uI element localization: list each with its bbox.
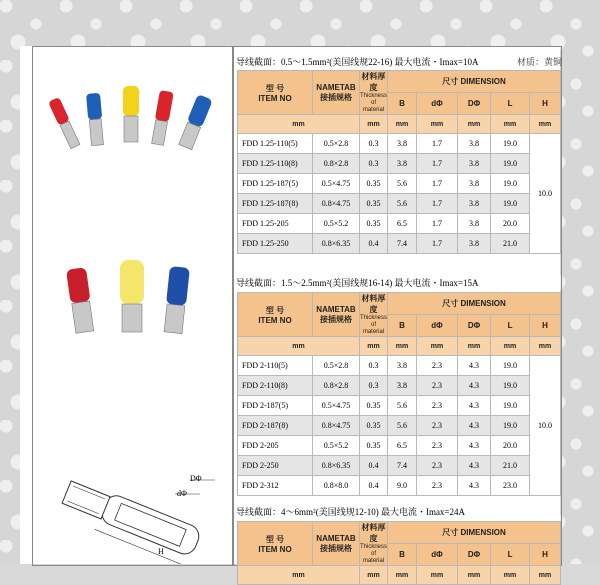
nametab-cell: 0.5×5.2 — [313, 436, 360, 456]
D-cell: 4.3 — [458, 376, 491, 396]
d-cell: 2.3 — [417, 476, 458, 496]
unit-cell: mm — [238, 566, 360, 585]
d-cell: 2.3 — [417, 356, 458, 376]
b-cell: 5.6 — [388, 396, 417, 416]
item-no-cell: FDD 2-312 — [238, 476, 313, 496]
header-col-D: DΦ — [458, 544, 491, 566]
column-divider — [232, 46, 234, 566]
header-item: 型 号 ITEM NO — [238, 522, 313, 566]
item-no-cell: FDD 2-205 — [238, 436, 313, 456]
table-row — [238, 376, 561, 396]
nametab-cell: 0.5×5.2 — [313, 214, 360, 234]
header-item: 型 号 ITEM NO — [238, 293, 313, 337]
D-cell: 3.8 — [458, 234, 491, 254]
thickness-cell: 0.3 — [360, 154, 388, 174]
terminals-photo-top — [38, 80, 228, 160]
d-cell: 1.7 — [417, 234, 458, 254]
table-row — [238, 436, 561, 456]
unit-cell: mm — [530, 115, 561, 134]
l-cell: 20.0 — [491, 214, 530, 234]
b-cell: 6.5 — [388, 436, 417, 456]
table-row — [238, 396, 561, 416]
blue-terminal-icon-2 — [178, 94, 213, 150]
red-terminal-icon-2 — [151, 90, 174, 146]
D-cell: 3.8 — [458, 134, 491, 154]
spec-table-3 — [237, 521, 561, 585]
b-cell: 3.8 — [388, 154, 417, 174]
section-title-3: 导线截面：4～6mm²(美国线规12-10) 最大电流・Imax=24A — [236, 507, 466, 517]
d-cell: 1.7 — [417, 154, 458, 174]
thickness-cell: 0.35 — [360, 396, 388, 416]
nametab-cell: 0.8×2.8 — [313, 154, 360, 174]
thickness-cell: 0.4 — [360, 456, 388, 476]
D-cell: 3.8 — [458, 194, 491, 214]
nametab-cell: 0.5×4.75 — [313, 396, 360, 416]
thickness-cell: 0.4 — [360, 476, 388, 496]
thickness-cell: 0.35 — [360, 436, 388, 456]
D-cell: 4.3 — [458, 476, 491, 496]
item-no-cell: FDD 2-187(5) — [238, 396, 313, 416]
unit-cell: mm — [388, 337, 417, 356]
l-cell: 19.0 — [491, 194, 530, 214]
thickness-cell: 0.35 — [360, 174, 388, 194]
thickness-cell: 0.35 — [360, 214, 388, 234]
b-cell: 5.6 — [388, 174, 417, 194]
l-cell: 19.0 — [491, 416, 530, 436]
header-col-b: B — [388, 93, 417, 115]
thickness-cell: 0.3 — [360, 376, 388, 396]
item-no-cell: FDD 1.25-110(5) — [238, 134, 313, 154]
nametab-cell: 0.8×4.75 — [313, 416, 360, 436]
D-cell: 4.3 — [458, 356, 491, 376]
table-row — [238, 174, 561, 194]
header-col-l: L — [491, 315, 530, 337]
nametab-cell: 0.8×6.35 — [313, 234, 360, 254]
unit-cell: mm — [388, 115, 417, 134]
b-cell: 3.8 — [388, 376, 417, 396]
header-col-d: dΦ — [417, 315, 458, 337]
header-col-b: B — [388, 544, 417, 566]
header-nametab: NAMETAB 接插规格 — [313, 293, 360, 337]
header-col-d: dΦ — [417, 544, 458, 566]
thickness-cell: 0.3 — [360, 134, 388, 154]
nametab-cell: 0.5×4.75 — [313, 174, 360, 194]
item-no-cell: FDD 2-110(5) — [238, 356, 313, 376]
terminals-photo-middle — [58, 258, 228, 338]
d-cell: 2.3 — [417, 456, 458, 476]
l-cell: 21.0 — [491, 234, 530, 254]
thickness-cell: 0.4 — [360, 234, 388, 254]
header-col-h: H — [530, 93, 561, 115]
d-cell: 1.7 — [417, 214, 458, 234]
unit-cell: mm — [491, 337, 530, 356]
table-row — [238, 214, 561, 234]
item-no-cell: FDD 1.25-205 — [238, 214, 313, 234]
nametab-cell: 0.8×4.75 — [313, 194, 360, 214]
header-nametab: NAMETAB 接插规格 — [313, 71, 360, 115]
d-cell: 2.3 — [417, 376, 458, 396]
thickness-cell: 0.35 — [360, 416, 388, 436]
nametab-cell: 0.5×2.8 — [313, 134, 360, 154]
item-no-cell: FDD 2-110(8) — [238, 376, 313, 396]
red-terminal-icon-3 — [66, 267, 95, 333]
table-row — [238, 234, 561, 254]
unit-cell: mm — [238, 337, 360, 356]
l-cell: 19.0 — [491, 376, 530, 396]
b-cell: 3.8 — [388, 134, 417, 154]
thickness-cell: 0.35 — [360, 194, 388, 214]
D-cell: 4.3 — [458, 456, 491, 476]
blue-terminal-icon — [86, 93, 104, 146]
diagram-label-D: DΦ — [190, 474, 202, 483]
header-col-l: L — [491, 544, 530, 566]
header-col-h: H — [530, 315, 561, 337]
red-terminal-icon — [48, 97, 81, 149]
yellow-terminal-icon — [123, 86, 139, 142]
unit-cell: mm — [417, 337, 458, 356]
l-cell: 23.0 — [491, 476, 530, 496]
item-no-cell: FDD 1.25-187(5) — [238, 174, 313, 194]
spec-table-2 — [237, 292, 561, 496]
b-cell: 7.4 — [388, 456, 417, 476]
D-cell: 4.3 — [458, 436, 491, 456]
section-title-1: 导线截面：0.5～1.5mm²(美国线规22-16) 最大电流・Imax=10A — [236, 57, 479, 67]
nametab-cell: 0.5×2.8 — [313, 356, 360, 376]
unit-cell: mm — [388, 566, 417, 585]
l-cell: 19.0 — [491, 174, 530, 194]
header-thickness: 材料厚度 Thickness of material — [360, 72, 388, 113]
l-cell: 21.0 — [491, 456, 530, 476]
D-cell: 4.3 — [458, 416, 491, 436]
item-no-cell: FDD 1.25-110(8) — [238, 154, 313, 174]
diagram-label-d: dΦ — [177, 489, 187, 498]
nametab-cell: 0.8×6.35 — [313, 456, 360, 476]
D-cell: 3.8 — [458, 154, 491, 174]
h-cell: 10.0 — [530, 356, 561, 496]
d-cell: 2.3 — [417, 436, 458, 456]
d-cell: 1.7 — [417, 194, 458, 214]
item-no-cell: FDD 2-187(8) — [238, 416, 313, 436]
d-cell: 2.3 — [417, 396, 458, 416]
b-cell: 7.4 — [388, 234, 417, 254]
table-row — [238, 456, 561, 476]
h-cell: 10.0 — [530, 134, 561, 254]
table-row — [238, 134, 561, 154]
table-row — [238, 416, 561, 436]
unit-cell: mm — [417, 115, 458, 134]
header-col-l: L — [491, 93, 530, 115]
header-dimension: 尺寸 DIMENSION — [388, 71, 561, 93]
unit-cell: mm — [458, 566, 491, 585]
table-row — [238, 476, 561, 496]
unit-cell: mm — [238, 115, 360, 134]
header-col-b: B — [388, 315, 417, 337]
unit-cell: mm — [360, 337, 388, 356]
unit-cell: mm — [417, 566, 458, 585]
b-cell: 5.6 — [388, 416, 417, 436]
unit-cell: mm — [530, 337, 561, 356]
b-cell: 9.0 — [388, 476, 417, 496]
table-row — [238, 194, 561, 214]
l-cell: 19.0 — [491, 154, 530, 174]
header-nametab: NAMETAB 接插规格 — [313, 522, 360, 566]
b-cell: 5.6 — [388, 194, 417, 214]
header-col-h: H — [530, 544, 561, 566]
yellow-terminal-icon-2 — [120, 260, 144, 332]
header-thickness: 材料厚度 Thickness of material — [360, 294, 388, 335]
header-dimension: 尺寸 DIMENSION — [388, 522, 561, 544]
d-cell: 1.7 — [417, 174, 458, 194]
header-item: 型 号 ITEM NO — [238, 71, 313, 115]
b-cell: 3.8 — [388, 356, 417, 376]
item-no-cell: FDD 1.25-187(8) — [238, 194, 313, 214]
table-row — [238, 356, 561, 376]
item-no-cell: FDD 1.25-250 — [238, 234, 313, 254]
header-col-D: DΦ — [458, 93, 491, 115]
header-thickness: 材料厚度 Thickness of material — [360, 523, 388, 564]
dimension-diagram — [40, 472, 230, 564]
D-cell: 3.8 — [458, 214, 491, 234]
thickness-cell: 0.3 — [360, 356, 388, 376]
unit-cell: mm — [458, 337, 491, 356]
spec-table-1 — [237, 70, 561, 254]
header-col-D: DΦ — [458, 315, 491, 337]
section-title-2: 导线截面：1.5～2.5mm²(美国线规16-14) 最大电流・Imax=15A — [236, 278, 479, 288]
l-cell: 19.0 — [491, 134, 530, 154]
unit-cell: mm — [491, 566, 530, 585]
d-cell: 2.3 — [417, 416, 458, 436]
unit-cell: mm — [458, 115, 491, 134]
header-col-d: dΦ — [417, 93, 458, 115]
l-cell: 20.0 — [491, 436, 530, 456]
material-label: 材质：黄铜 — [516, 57, 562, 67]
l-cell: 19.0 — [491, 356, 530, 376]
unit-cell: mm — [491, 115, 530, 134]
header-dimension: 尺寸 DIMENSION — [388, 293, 561, 315]
nametab-cell: 0.8×8.0 — [313, 476, 360, 496]
blue-terminal-icon-3 — [163, 266, 190, 334]
item-no-cell: FDD 2-250 — [238, 456, 313, 476]
table-row — [238, 154, 561, 174]
unit-cell: mm — [530, 566, 561, 585]
d-cell: 1.7 — [417, 134, 458, 154]
diagram-label-H: H — [158, 547, 164, 556]
D-cell: 4.3 — [458, 396, 491, 416]
b-cell: 6.5 — [388, 214, 417, 234]
nametab-cell: 0.8×2.8 — [313, 376, 360, 396]
l-cell: 19.0 — [491, 396, 530, 416]
unit-cell: mm — [360, 566, 388, 585]
D-cell: 3.8 — [458, 174, 491, 194]
unit-cell: mm — [360, 115, 388, 134]
